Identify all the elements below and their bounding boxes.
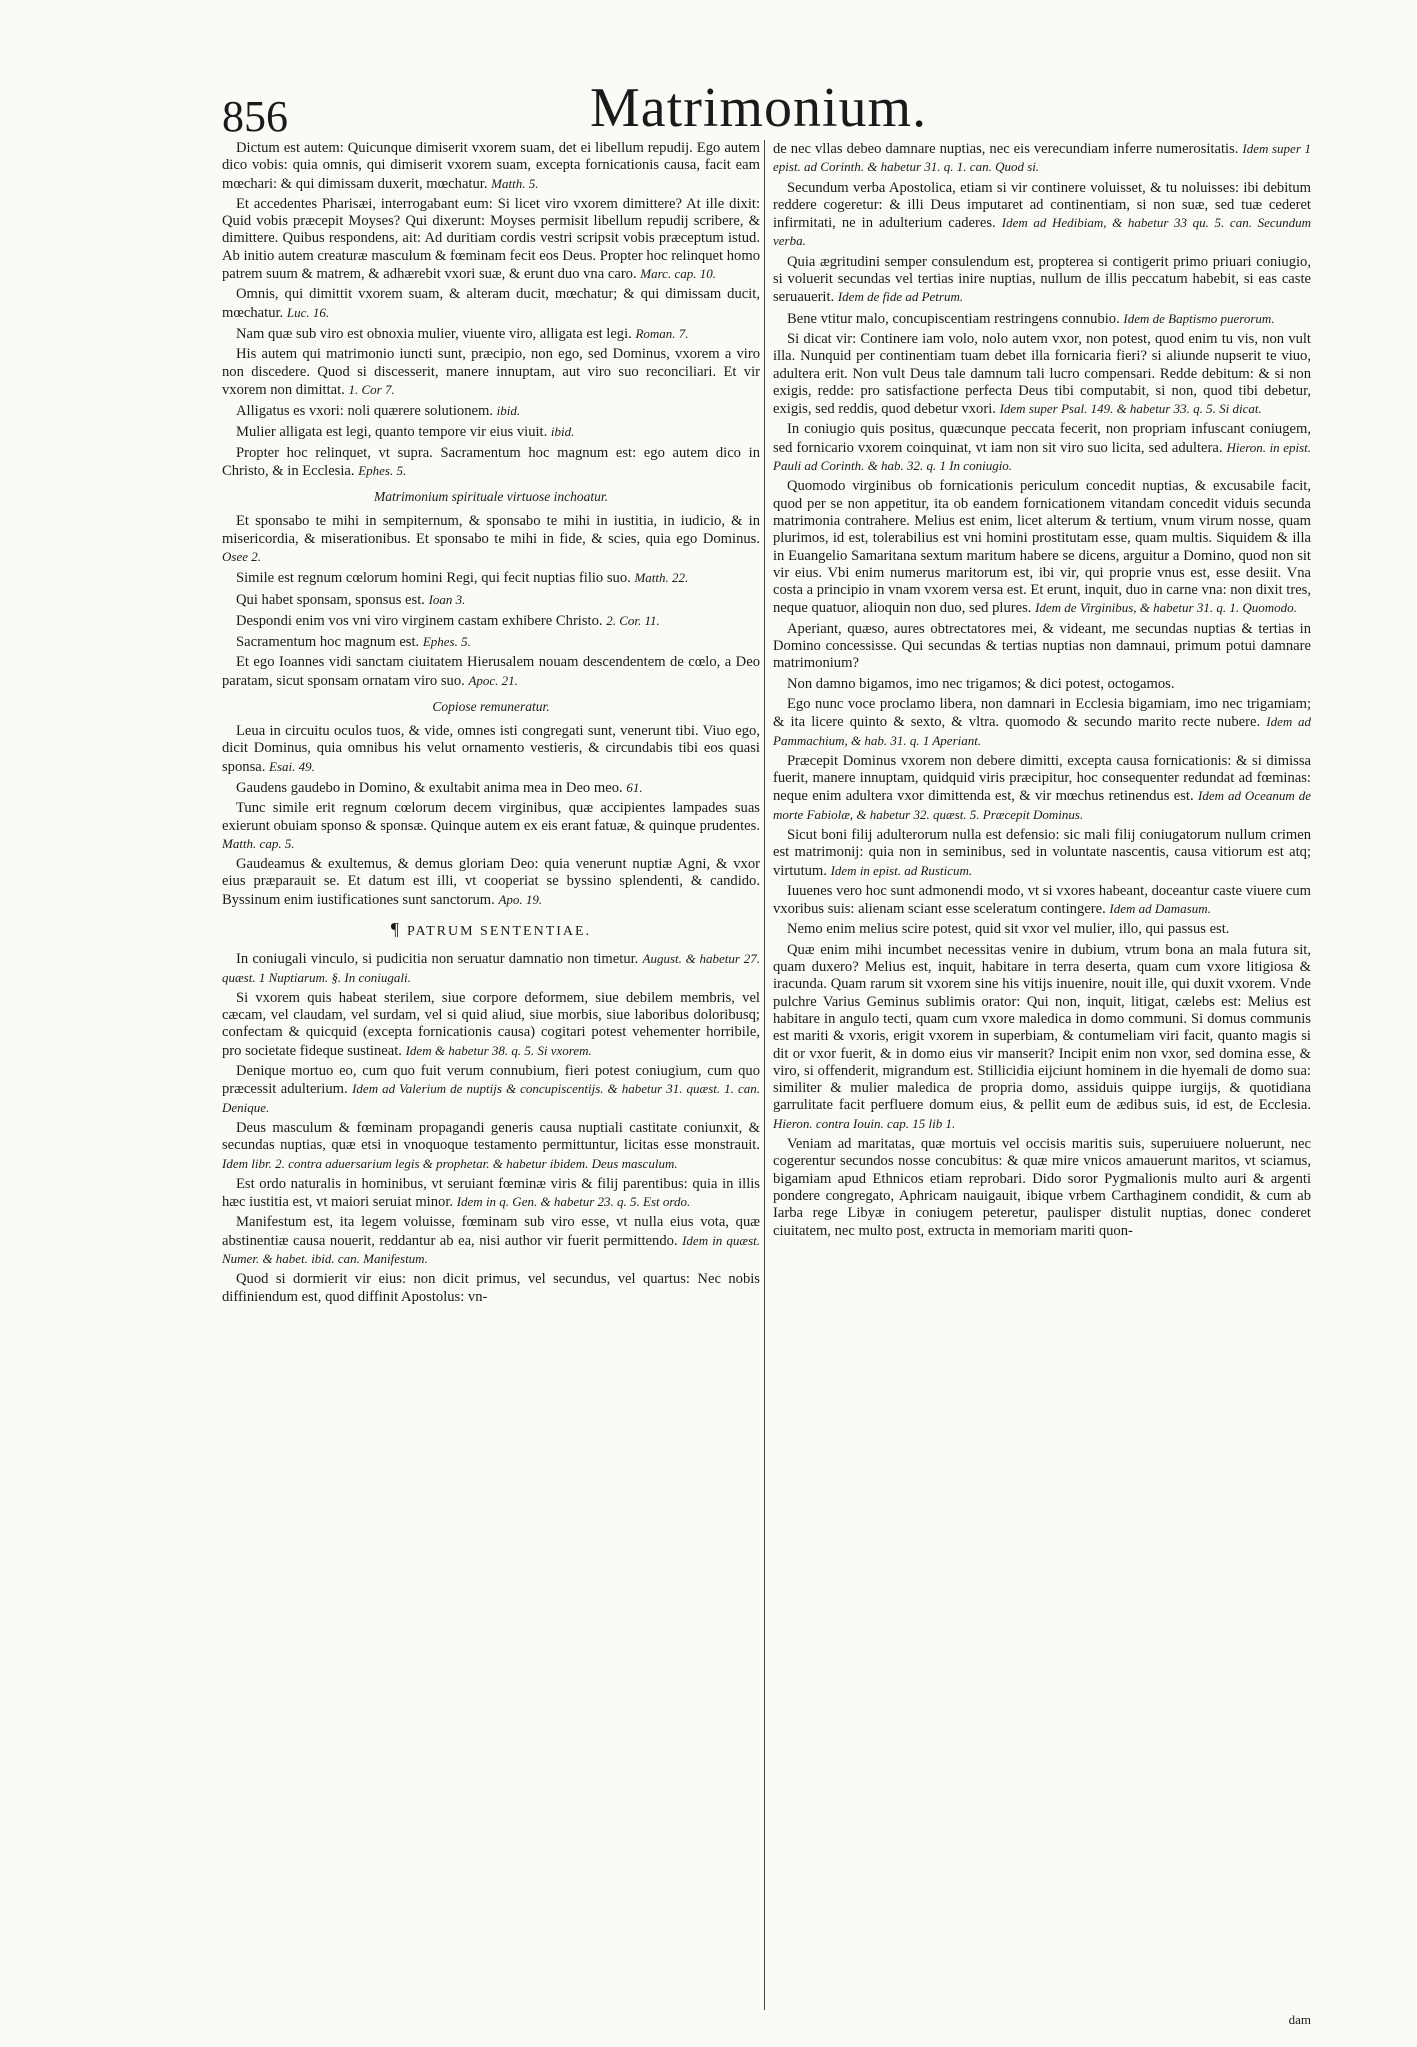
paragraph-text: Denique mortuo eo, cum quo fuit verum connubium, fieri potest coniugium, cum quo præcessit adulterium. <box>222 1063 760 1098</box>
paragraph <box>222 346 760 399</box>
paragraph-text: Gaudens gaudebo in Domino, & exultabit anima mea in Deo meo. <box>236 779 623 796</box>
citation: Idem in quæst. Numer. & habet. ibid. can. Manifestum. <box>222 1232 760 1267</box>
paragraph <box>222 423 760 441</box>
citation: Matth. 22. <box>634 570 689 586</box>
paragraph <box>222 1120 760 1173</box>
paragraph <box>773 254 1311 307</box>
paragraph <box>222 950 760 987</box>
citation: Ephes. 5. <box>358 463 407 479</box>
citation: Matth. cap. 5. <box>222 835 295 851</box>
paragraph-text: Aperiant, quæso, aures obtrectatores mei, & videant, me secundas nuptias & tertias in Domino concessisse. Qui secundas & tertias nuptias non damnaui, primum potui damnare matrimonium? <box>773 620 1311 672</box>
paragraph-text: Si vxorem quis habeat sterilem, siue corpore deformem, siue debilem membris, vel cæcam, vel claudam, vel surdam, vel si quid aliud, siue morbis, siue laboribus doloribusq; confectam & quicquid (excepta fornicationis causa) cogitari potest vehementer horribile, pro societate fideque sustineat. <box>222 989 760 1059</box>
right-column <box>773 140 1311 1243</box>
paragraph-text: Et ego Ioannes vidi sanctam ciuitatem Hierusalem nouam descendentem de cœlo, a Deo paratam, sicut sponsam ornatam viro suo. <box>222 654 760 689</box>
citation: Idem in q. Gen. & habetur 23. q. 5. Est ordo. <box>456 1194 691 1210</box>
paragraph <box>222 633 760 651</box>
paragraph <box>222 990 760 1060</box>
pilcrow-icon: ¶ <box>390 918 402 939</box>
paragraph-text: Qui habet sponsam, sponsus est. <box>236 591 425 608</box>
paragraph <box>222 612 760 630</box>
paragraph-text: Præcepit Dominus vxorem non debere dimitti, excepta causa fornicationis: & si dimissa fuerit, manere innuptam, quidquid viris præcipitur, hoc consequenter redundat ad fœminas: neque enim adultera vxor dimittenda est, & vir mœchus retinendus est. <box>773 752 1311 805</box>
paragraph <box>773 1136 1311 1240</box>
paragraph-text: Et accedentes Pharisæi, interrogabant eum: Si licet viro vxorem dimittere? At ille dixit: Quid vobis præcepit Moyses? Qui dixerunt: Moyses permisit libellum repudij scribere, & dimittere. Quibus respondens, ait: Ad duritiam cordis vestri scripsit vobis præceptum istud. Ab initio autem creaturæ masculum & fœminam fecit eos Deus. Propter hoc relinquet homo patrem suum & matrem, & adhærebit vxori suæ, & erunt duo vna caro. <box>222 195 760 283</box>
paragraph <box>222 286 760 322</box>
left-column <box>222 140 760 1309</box>
paragraph-text: Mulier alligata est legi, quanto tempore vir eius viuit. <box>236 424 548 441</box>
paragraph-text: Ego nunc voce proclamo libera, non damnari in Ecclesia bigamiam, imo nec trigamiam; & ita licere quinto & sexto, & vltra. quomodo & secundo marito recte nubere. <box>773 695 1311 731</box>
citation: Idem de Baptismo puerorum. <box>1123 310 1275 326</box>
citation: Idem ad Damasum. <box>1109 901 1211 917</box>
citation: Idem ad Valerium de nuptijs & concupiscentijs. & habetur 31. quæst. 1. can. Denique. <box>222 1081 760 1115</box>
paragraph-text: Bene vtitur malo, concupiscentiam restringens connubio. <box>787 310 1120 327</box>
paragraph-text: Gaudeamus & exultemus, & demus gloriam Deo: quia venerunt nuptiæ Agni, & vxor eius præparauit se. Et datum est illi, vt cooperiat se byssino splendenti, & candido. Byssinum enim iustificationes sunt sanctorum. <box>222 856 760 908</box>
paragraph <box>222 1271 760 1306</box>
citation: ibid. <box>496 403 521 419</box>
citation: Idem de fide ad Petrum. <box>837 289 964 305</box>
catchword: dam <box>1288 2012 1311 2027</box>
paragraph-text: Quomodo virginibus ob fornicationis periculum concedit nuptias, & excusabile facit, quod per se non appetitur, ita ob eandem fornicationem vitandam concedit viduis secunda matrimonia contrahere. Melius est enim, licet alterum & tertium, vnum virum nosse, quam plurimos, id est, tolerabilius est vni homini prostitutam esse, quam multis. Siquidem & illa in Euangelio Samaritana sextum maritum habere se dicens, arguitur a Domino, quod non sit vir eius. Vbi enim numerus maritorum est, ibi vir, qui proprie vnus est, esse desiit. Vna costa a principio in vnam vxorem versa est. Et erunt, inquit, duo in carne vna: non dixit tres, neque quatuor, alioquin non duo, sed plures. <box>773 478 1311 617</box>
citation: Idem ad Pammachium, & hab. 31. q. 1 Aperiant. <box>773 714 1311 748</box>
citation: Idem de Virginibus, & habetur 31. q. 1. Quomodo. <box>1035 600 1297 616</box>
section-subheading: Copiose remuneratur. <box>432 699 550 715</box>
paragraph <box>773 180 1311 251</box>
citation: Hieron. in epist. Pauli ad Corinth. & hab. 32. q. 1 In coniugio. <box>773 439 1312 474</box>
paragraph-text: Omnis, qui dimittit vxorem suam, & alteram ducit, mœchatur; & qui dimissam ducit, mœchatur. <box>222 286 760 321</box>
paragraph <box>773 921 1311 938</box>
paragraph <box>222 325 760 343</box>
paragraph <box>222 591 760 609</box>
paragraph-text: Deus masculum & fœminam propagandi generis causa nuptiali castitate coniunxit, & secundas nuptias, quæ etsi in vnoquoque testamento permittuntur, licitas esse monstrauit. <box>222 1119 760 1154</box>
citation: Idem ad Hedibiam, & habetur 33 qu. 5. can. Secundum verba. <box>773 215 1312 249</box>
paragraph <box>773 331 1311 418</box>
paragraph-text: Quia ægritudini semper consulendum est, propterea si contigerit primo priuari coniugio, si voluerit secundas vel tertias inire nuptias, nullum de illis peccatum habebit, si eas caste seruauerit. <box>773 253 1311 306</box>
citation: 61. <box>626 779 643 795</box>
paragraph-text: Manifestum est, ita legem voluisse, fœminam sub viro esse, vt nulla eius vota, quæ abstinentiæ causa nouerit, reddantur ab ea, nisi author vir fuerit permittendo. <box>222 1214 760 1249</box>
paragraph <box>222 1063 760 1117</box>
paragraph <box>222 779 760 797</box>
citation: 1. Cor 7. <box>348 381 395 397</box>
citation: Idem libr. 2. contra aduersarium legis & prophetar. & habetur ibidem. Deus masculum. <box>222 1155 678 1171</box>
citation: Idem & habetur 38. q. 5. Si vxorem. <box>405 1042 592 1058</box>
paragraph <box>222 800 760 853</box>
paragraph-text: Non damno bigamos, imo nec trigamos; & dici potest, octogamos. <box>787 675 1175 692</box>
paragraph <box>222 140 760 193</box>
paragraph <box>222 723 760 776</box>
citation: Ioan 3. <box>428 591 466 607</box>
paragraph <box>222 1176 760 1212</box>
paragraph-text: In coniugio quis positus, quæcunque peccata fecerit, non propriam infuscant coniugem, sed fornicario vxorem coinquinat, vt iam non sit viro suo licita, sed adultera. <box>773 421 1311 456</box>
paragraph-text: Quæ enim mihi incumbet necessitas venire in dubium, vtrum bona an mala futura sit, quam duxero? Melius est, inquit, habitare in terra deserta, quam cum vxore litigiosa & iracunda. Quam rarum sit vxorem sine his vitijs inuenire, nouit ille, qui duxit vxorem. Vnde pulchre Varius Geminus sublimis orator: Qui non, inquit, litigat, cælebs est: Melius est habitare in angulo tecti, quam cum vxore maledica in domo communi. Si domus communis est mariti & vxoris, erigit vxorem in superbiam, & contumeliam viri facit, quanto magis si dit or vxor fuerit, & in domo eius vir manserit? Incipit enim non vxor, sed domina esse, & viro, si offenderit, migrandum est. Stillicidia eijciunt hominem in die hyemali de domo sua: similiter & mulier maledica de propria domo, assiduis quippe iurgijs, & quotidiana garrulitate facit perfluere domum eius, & pellit eum de ædibus suis, id est, de Ecclesia. <box>773 941 1311 1114</box>
citation: ibid. <box>550 424 575 440</box>
paragraph-text: Veniam ad maritatas, quæ mortuis vel occisis maritis suis, superuiuere noluerunt, nec cogerentur secundos nosse concubitus: & quæ mire vnicos amauerunt maritos, vt sciamus, bigamiam apud Ethnicos etiam reprobari. Dido soror Pygmalionis multo auri & argenti pondere congregato, Aphricam nauigauit, ibique vrbem Carthaginem condidit, & cum ab Iarba rege Libyæ in coniugem peteretur, paulisper distulit nuptias, donec conderet ciuitatem, nec multo post, extructa in memoriam mariti quon- <box>773 1136 1311 1239</box>
citation: Apoc. 21. <box>468 672 518 688</box>
paragraph <box>222 445 760 481</box>
paragraph-text: de nec vllas debeo damnare nuptias, nec eis verecundiam inferre numerositatis. <box>773 141 1239 157</box>
paragraph-text: Leua in circuitu oculos tuos, & vide, omnes isti congregati sunt, venerunt tibi. Viuo ego, dicit Dominus, quia omnibus his velut ornamento vestieris, & circundabis tibi eos quasi sponsa. <box>222 723 760 775</box>
paragraph <box>773 676 1311 693</box>
paragraph <box>222 654 760 690</box>
paragraph-text: Est ordo naturalis in hominibus, vt seruiant fœminæ viris & filij parentibus: quia in illis hæc iustitia est, vt maiori seruiat minor. <box>222 1175 760 1211</box>
citation: Matth. 5. <box>491 175 539 191</box>
paragraph <box>222 513 760 566</box>
paragraph <box>222 856 760 909</box>
paragraph-text: Alligatus es vxori: noli quærere solutionem. <box>236 403 493 420</box>
column-divider <box>764 140 765 2010</box>
paragraph-text: Si dicat vir: Continere iam volo, nolo autem vxor, non potest, quod enim tu vis, non vult illa. Nunquid per continentiam tuam debet illa fornicaria fieri? si aliunde nupserit te viuo, adultera erit. Non vult Deus tale damnum tali lucro compensari. Redde debitum: & si non exigis, redde: pro satisfactione perfecta Deus tibi computabit, si non, quod tibi debetur, exigis, sed reddis, quod debetur vxori. <box>773 330 1311 418</box>
paragraph <box>773 827 1311 880</box>
paragraph-text: Nemo enim melius scire potest, quid sit vxor vel mulier, illo, qui passus est. <box>787 921 1230 938</box>
citation: Osee 2. <box>222 548 261 564</box>
citation: Idem ad Oceanum de morte Fabiolæ, & habetur 32. quæst. 5. Præcepit Dominus. <box>773 788 1311 822</box>
paragraph <box>773 883 1311 919</box>
paragraph-text: Et sponsabo te mihi in sempiternum, & sponsabo te mihi in iustitia, in iudicio, & in misericordia, & miserationibus. Et sponsabo te mihi in fide, & scies, quia ego Dominus. <box>222 513 760 547</box>
citation: August. & habetur 27. quæst. 1 Nuptiarum. §. In coniugali. <box>222 951 761 985</box>
citation: Luc. 16. <box>286 304 330 320</box>
citation: Apo. 19. <box>498 891 543 907</box>
citation: Esai. 49. <box>269 758 315 774</box>
paragraph <box>773 696 1311 750</box>
citation: Idem super 1 epist. ad Corinth. & habetur 31. q. 1. can. Quod si. <box>773 141 1311 175</box>
paragraph-text: In coniugali vinculo, si pudicitia non seruatur damnatio non timetur. <box>236 951 639 968</box>
paragraph-text: Simile est regnum cœlorum homini Regi, qui fecit nuptias filio suo. <box>236 570 631 587</box>
paragraph <box>773 621 1311 673</box>
citation: Ephes. 5. <box>422 634 471 650</box>
paragraph-text: Sicut boni filij adulterorum nulla est defensio: sic mali filij coniugatorum nullum crimen est matrimonij: quia non in seminibus, sed in voluntate nascentis, causa vitiorum est atq; virtutum. <box>773 826 1311 879</box>
paragraph-text: Despondi enim vos vni viro virginem castam exhibere Christo. <box>236 612 603 629</box>
paragraph <box>222 402 760 420</box>
paragraph <box>773 421 1311 475</box>
section-subheading: Matrimonium spirituale virtuose inchoatur. <box>374 489 608 505</box>
section-heading <box>222 918 760 940</box>
running-title: Matrimonium. <box>590 77 928 139</box>
citation: Marc. cap. 10. <box>640 266 716 282</box>
paragraph <box>773 753 1311 824</box>
paragraph <box>222 569 760 587</box>
paragraph-text: Dictum est autem: Quicunque dimiserit vxorem suam, det ei libellum repudij. Ego autem dico vobis: quia omnis, qui dimiserit vxorem suam, excepta fornicationis causa, facit eam mœchari: & qui dimissam duxerit, mœchatur. <box>222 140 760 192</box>
paragraph-text: His autem qui matrimonio iuncti sunt, præcipio, non ego, sed Dominus, vxorem a viro non discedere. Quod si discesserit, manere innuptam, aut viro suo reconciliari. Et vir vxorem non dimittat. <box>222 346 760 398</box>
page-number: 856 <box>222 92 288 141</box>
paragraph <box>222 1214 760 1268</box>
continued-paragraph <box>773 140 1311 177</box>
paragraph-text: Quod si dormierit vir eius: non dicit primus, vel secundus, vel quartus: Nec nobis diffiniendum est, quod diffinit Apostolus: vn- <box>222 1271 760 1305</box>
paragraph-text: Tunc simile erit regnum cœlorum decem virginibus, quæ accipientes lampades suas exierunt obuiam sponso & sponsæ. Quinque autem ex eis erant fatuæ, & quinque prudentes. <box>222 800 760 834</box>
paragraph-text: Propter hoc relinquet, vt supra. Sacramentum hoc magnum est: ego autem dico in Christo, & in Ecclesia. <box>222 444 760 480</box>
citation: Hieron. contra Iouin. cap. 15 lib 1. <box>773 1115 956 1131</box>
paragraph <box>773 310 1311 328</box>
paragraph-text: Iuuenes vero hoc sunt admonendi modo, vt si vxores habeant, doceantur caste viuere cum vxoribus suis: alienam sciant esse sceleratum contingere. <box>773 882 1311 918</box>
paragraph <box>773 478 1311 617</box>
citation: Roman. 7. <box>635 325 689 341</box>
section-heading-text: PATRUM SENTENTIAE. <box>407 923 592 939</box>
citation: Idem super Psal. 149. & habetur 33. q. 5. Si dicat. <box>999 401 1262 417</box>
paragraph <box>222 196 760 283</box>
citation: Idem in epist. ad Rusticum. <box>830 862 973 878</box>
paragraph-text: Nam quæ sub viro est obnoxia mulier, viuente viro, alligata est legi. <box>236 325 632 342</box>
paragraph-text: Secundum verba Apostolica, etiam si vir continere voluisset, & tu noluisses: ibi debitum reddere cogeretur: & illi Deus imputaret ad continentiam, si non suæ, sed tuæ cederet infirmitati, ne in adulterium caderes. <box>773 179 1311 232</box>
citation: 2. Cor. 11. <box>606 612 660 628</box>
paragraph <box>773 942 1311 1133</box>
paragraph-text: Sacramentum hoc magnum est. <box>236 634 420 651</box>
